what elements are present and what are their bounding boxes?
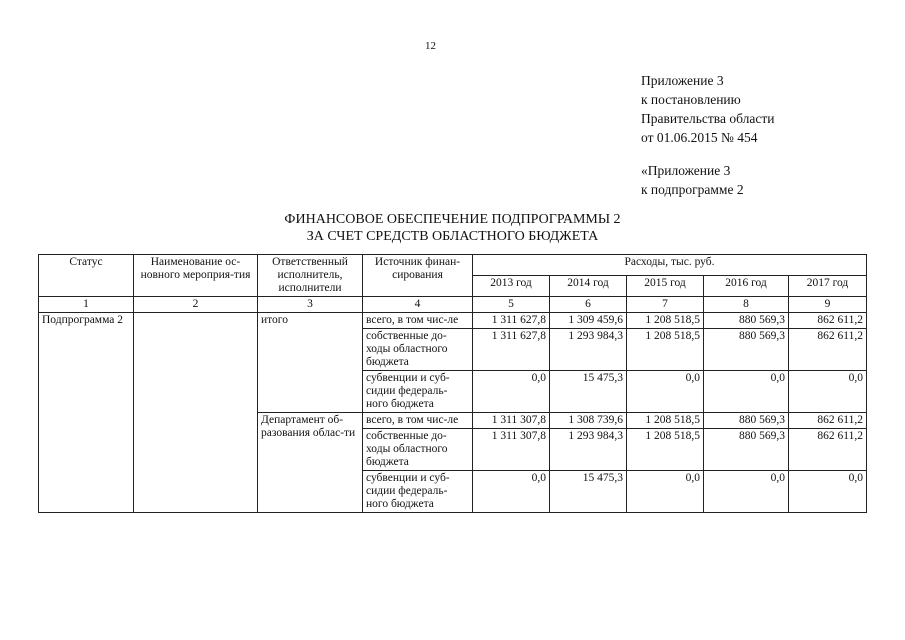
value-cell: 1 311 627,8 (473, 313, 550, 329)
header-expenses: Расходы, тыс. руб. (473, 255, 867, 276)
column-number: 2 (134, 297, 258, 313)
column-number: 6 (550, 297, 627, 313)
financing-table (38, 254, 867, 513)
value-cell: 1 208 518,5 (627, 413, 704, 429)
value-cell: 0,0 (473, 471, 550, 513)
value-cell: 0,0 (473, 371, 550, 413)
value-cell: 1 208 518,5 (627, 329, 704, 371)
value-cell: 0,0 (789, 471, 867, 513)
title-line: ЗА СЧЕТ СРЕДСТВ ОБЛАСТНОГО БЮДЖЕТА (306, 229, 599, 244)
source-cell: субвенции и суб-сидии федераль-ного бюджета (363, 471, 473, 513)
header-year: 2014 год (550, 276, 627, 297)
value-cell: 880 569,3 (704, 413, 789, 429)
source-cell: всего, в том чис-ле (363, 313, 473, 329)
document-title (0, 211, 905, 245)
column-number: 8 (704, 297, 789, 313)
source-cell: собственные до-ходы областного бюджета (363, 429, 473, 471)
value-cell: 862 611,2 (789, 413, 867, 429)
header-status: Статус (39, 255, 134, 297)
value-cell: 1 293 984,3 (550, 429, 627, 471)
column-number: 9 (789, 297, 867, 313)
page-number: 12 (425, 40, 436, 52)
value-cell: 880 569,3 (704, 313, 789, 329)
value-cell: 880 569,3 (704, 329, 789, 371)
column-number: 7 (627, 297, 704, 313)
value-cell: 1 309 459,6 (550, 313, 627, 329)
table-row (39, 313, 867, 329)
header-activity: Наименование ос-новного мероприя-тия (134, 255, 258, 297)
value-cell: 1 311 307,8 (473, 413, 550, 429)
value-cell: 0,0 (627, 371, 704, 413)
value-cell: 1 293 984,3 (550, 329, 627, 371)
value-cell: 1 311 307,8 (473, 429, 550, 471)
appendix-block-2 (641, 161, 744, 199)
value-cell: 862 611,2 (789, 329, 867, 371)
header-executor: Ответственный исполнитель, исполнители (258, 255, 363, 297)
header-source: Источник финан-сирования (363, 255, 473, 297)
source-cell: собственные до-ходы областного бюджета (363, 329, 473, 371)
value-cell: 15 475,3 (550, 371, 627, 413)
header-year: 2015 год (627, 276, 704, 297)
column-number-row (39, 297, 867, 313)
column-number: 3 (258, 297, 363, 313)
value-cell: 1 308 739,6 (550, 413, 627, 429)
value-cell: 15 475,3 (550, 471, 627, 513)
value-cell: 1 208 518,5 (627, 429, 704, 471)
appendix-line: «Приложение 3 (641, 163, 731, 178)
title-line: ФИНАНСОВОЕ ОБЕСПЕЧЕНИЕ ПОДПРОГРАММЫ 2 (284, 212, 621, 227)
source-cell: субвенции и суб-сидии федераль-ного бюджета (363, 371, 473, 413)
value-cell: 862 611,2 (789, 429, 867, 471)
executor-cell: итого (258, 313, 363, 413)
appendix-line: Правительства области (641, 111, 775, 126)
value-cell: 0,0 (704, 471, 789, 513)
value-cell: 1 311 627,8 (473, 329, 550, 371)
appendix-line: к постановлению (641, 92, 741, 107)
header-year: 2017 год (789, 276, 867, 297)
appendix-line: к подпрограмме 2 (641, 182, 744, 197)
status-cell: Подпрограмма 2 (39, 313, 134, 513)
appendix-line: от 01.06.2015 № 454 (641, 130, 758, 145)
header-row (39, 255, 867, 276)
source-cell: всего, в том чис-ле (363, 413, 473, 429)
appendix-block (641, 71, 774, 147)
value-cell: 1 208 518,5 (627, 313, 704, 329)
column-number: 4 (363, 297, 473, 313)
value-cell: 0,0 (704, 371, 789, 413)
executor-cell: Департамент об-разования облас-ти (258, 413, 363, 513)
header-year: 2013 год (473, 276, 550, 297)
appendix-line: Приложение 3 (641, 73, 724, 88)
activity-cell (134, 313, 258, 513)
value-cell: 862 611,2 (789, 313, 867, 329)
value-cell: 0,0 (789, 371, 867, 413)
column-number: 5 (473, 297, 550, 313)
value-cell: 0,0 (627, 471, 704, 513)
header-year: 2016 год (704, 276, 789, 297)
value-cell: 880 569,3 (704, 429, 789, 471)
column-number: 1 (39, 297, 134, 313)
